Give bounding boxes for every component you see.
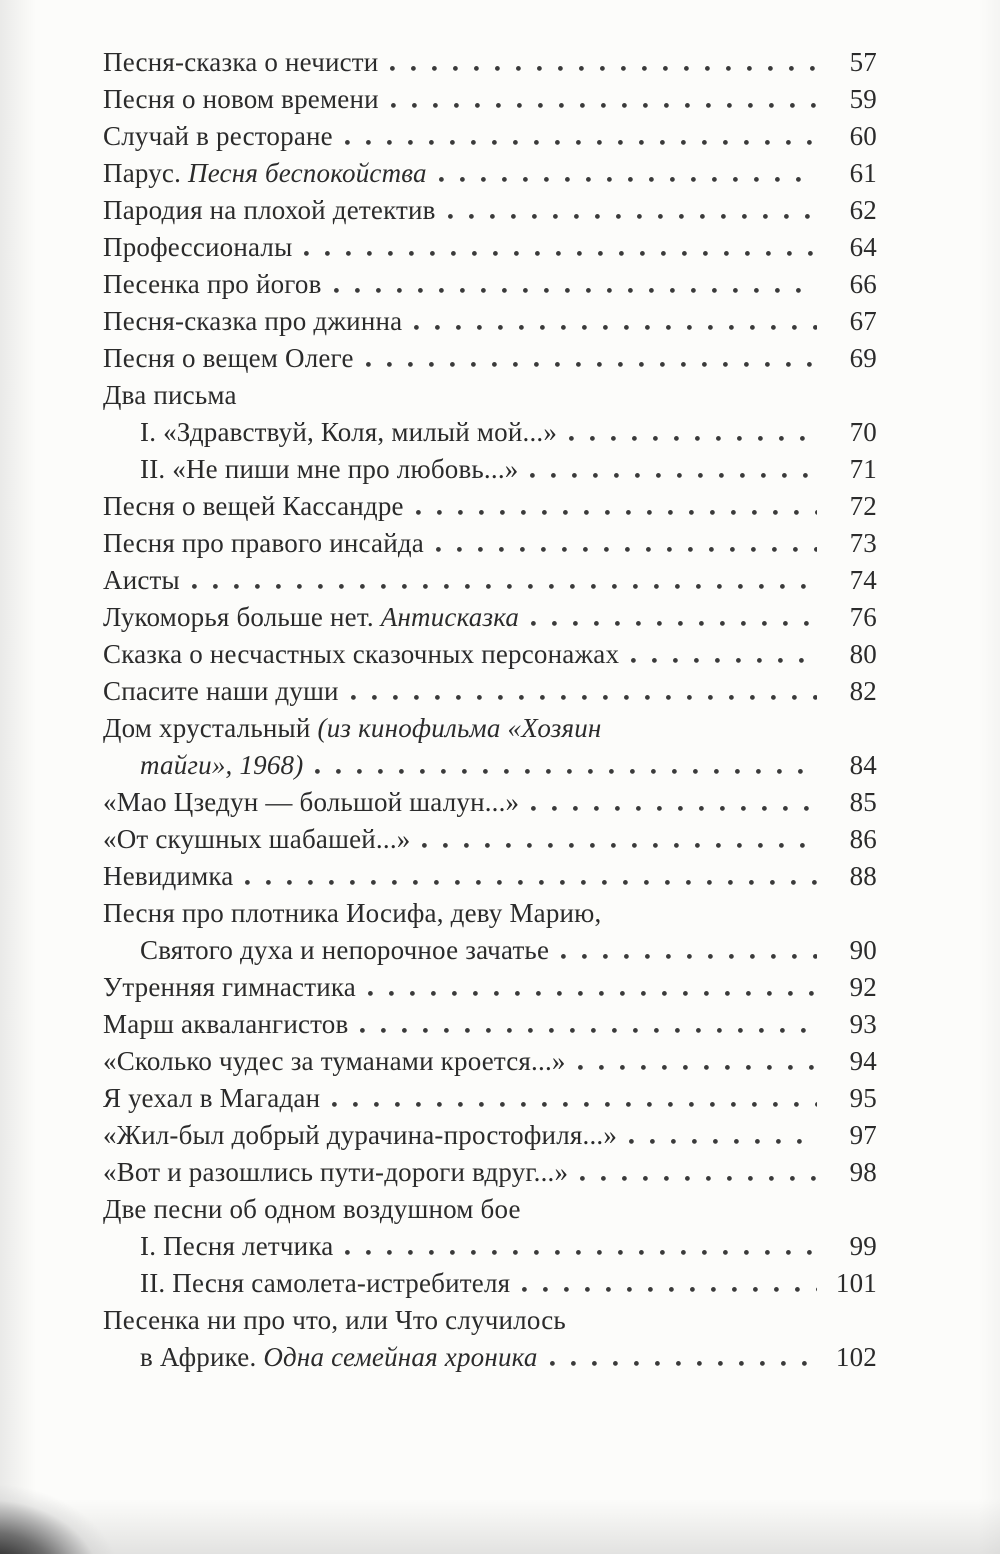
- dot-leader: [439, 177, 817, 182]
- dot-leader: [245, 880, 817, 885]
- entry-title: [103, 895, 602, 932]
- toc-line: [103, 969, 877, 1006]
- entry-title-segment: Две песни об одном воздушном бое: [103, 1194, 521, 1224]
- entry-page-number: 73: [849, 528, 877, 558]
- entry-title-segment: Дом хрустальный: [103, 713, 318, 743]
- dot-leader: [360, 1028, 817, 1033]
- dot-leader: [366, 362, 817, 367]
- toc-line: [103, 784, 877, 821]
- entry-title: [103, 858, 233, 895]
- entry-page-number: 90: [849, 935, 877, 965]
- toc-line: [103, 599, 877, 636]
- entry-title: [103, 1302, 566, 1339]
- entry-title-segment: «Жил-был добрый дурачина-простофиля...»: [103, 1120, 618, 1150]
- toc-line: [103, 525, 877, 562]
- dot-leader: [332, 1102, 817, 1107]
- toc-line: [103, 1191, 877, 1228]
- entry-title: [103, 377, 237, 414]
- entry-title: [103, 44, 378, 81]
- entry-page-number: 95: [849, 1083, 877, 1113]
- entry-page-number: 72: [849, 491, 877, 521]
- dot-leader: [522, 1287, 817, 1292]
- toc-line: [103, 1080, 877, 1117]
- entry-page-number: 66: [849, 269, 877, 299]
- entry-title: [103, 525, 424, 562]
- entry-title-segment: Два письма: [103, 380, 237, 410]
- dot-leader: [390, 66, 817, 71]
- entry-title: [140, 451, 518, 488]
- entry-title-segment: «Сколько чудес за туманами кроется...»: [103, 1046, 566, 1076]
- entry-page-number: 86: [849, 824, 877, 854]
- dot-leader: [414, 325, 817, 330]
- entry-title-segment: Сказка о несчастных сказочных персонажах: [103, 639, 620, 669]
- toc-line: [103, 118, 877, 155]
- dot-leader: [550, 1361, 817, 1366]
- toc-line: [103, 44, 877, 81]
- entry-title-segment: Песня про правого инсайда: [103, 528, 424, 558]
- dot-leader: [345, 140, 817, 145]
- entry-title-segment: Песня-сказка про джинна: [103, 306, 403, 336]
- dot-leader: [580, 1176, 817, 1181]
- toc-line: [103, 747, 877, 784]
- entry-title: [103, 155, 427, 192]
- entry-title: [103, 710, 602, 747]
- entry-page-number: 57: [849, 47, 877, 77]
- entry-page-number: 88: [849, 861, 877, 891]
- entry-title: [103, 266, 322, 303]
- entry-title: [103, 1080, 320, 1117]
- toc-line: [103, 451, 877, 488]
- entry-title: [103, 1154, 568, 1191]
- entry-page-number: 59: [849, 84, 877, 114]
- toc-line: [103, 414, 877, 451]
- toc-line: [103, 229, 877, 266]
- table-of-contents: [103, 44, 877, 1376]
- entry-title: [103, 192, 436, 229]
- entry-title-segment: Спасите наши души: [103, 676, 339, 706]
- toc-line: [103, 1117, 877, 1154]
- entry-title-segment: Марш аквалангистов: [103, 1009, 349, 1039]
- entry-title-italic-segment: (из кинофильма «Хозяин: [317, 713, 602, 743]
- entry-title: [103, 340, 354, 377]
- toc-line: [103, 1154, 877, 1191]
- entry-page-number: 80: [849, 639, 877, 669]
- entry-title: [103, 821, 410, 858]
- entry-title-segment: Лукоморья больше нет.: [103, 602, 381, 632]
- entry-page-number: 70: [849, 417, 877, 447]
- toc-line: [103, 858, 877, 895]
- entry-page-number: 61: [849, 158, 877, 188]
- toc-line: [103, 488, 877, 525]
- toc-line: [103, 192, 877, 229]
- entry-page-number: 102: [835, 1342, 877, 1372]
- toc-line: [103, 562, 877, 599]
- entry-title-segment: в Африке.: [140, 1342, 264, 1372]
- dot-leader: [530, 473, 817, 478]
- entry-title: [103, 303, 402, 340]
- dot-leader: [448, 214, 817, 219]
- entry-title-segment: Случай в ресторане: [103, 121, 333, 151]
- entry-title: [103, 1006, 348, 1043]
- toc-line: [103, 895, 877, 932]
- entry-title-segment: Песня о новом времени: [103, 84, 379, 114]
- entry-title-segment: Песенка про йогов: [103, 269, 322, 299]
- entry-page-number: 74: [849, 565, 877, 595]
- entry-title-italic-segment: тайги», 1968): [140, 750, 304, 780]
- dot-leader: [315, 769, 817, 774]
- entry-title: [140, 747, 303, 784]
- entry-page-number: 93: [849, 1009, 877, 1039]
- entry-page-number: 60: [849, 121, 877, 151]
- entry-title-italic-segment: Антисказка: [380, 602, 520, 632]
- entry-title-segment: Невидимка: [103, 861, 234, 891]
- entry-title: [103, 1117, 617, 1154]
- dot-leader: [304, 251, 817, 256]
- entry-title: [103, 969, 356, 1006]
- entry-page-number: 92: [849, 972, 877, 1002]
- dot-leader: [422, 843, 817, 848]
- toc-line: [103, 1043, 877, 1080]
- entry-title-segment: Святого духа и непорочное зачатье: [140, 935, 550, 965]
- entry-title-segment: Песня о вещей Кассандре: [103, 491, 404, 521]
- entry-title: [103, 488, 404, 525]
- entry-title: [103, 81, 379, 118]
- dot-leader: [368, 991, 817, 996]
- entry-page-number: 97: [849, 1120, 877, 1150]
- toc-line: [103, 81, 877, 118]
- entry-title-segment: Профессионалы: [103, 232, 293, 262]
- entry-title-segment: Песня о вещем Олеге: [103, 343, 354, 373]
- entry-title-segment: Парус.: [103, 158, 189, 188]
- entry-title-segment: Утренняя гимнастика: [103, 972, 356, 1002]
- entry-title-segment: I. Песня летчика: [140, 1231, 334, 1261]
- dot-leader: [391, 103, 817, 108]
- entry-title: [103, 562, 180, 599]
- entry-title: [103, 118, 333, 155]
- dot-leader: [436, 547, 817, 552]
- entry-title: [140, 414, 557, 451]
- entry-page-number: 85: [849, 787, 877, 817]
- toc-line: [103, 636, 877, 673]
- toc-line: [103, 1302, 877, 1339]
- entry-page-number: 62: [849, 195, 877, 225]
- toc-line: [103, 821, 877, 858]
- entry-page-number: 64: [849, 232, 877, 262]
- toc-line: [103, 1265, 877, 1302]
- toc-line: [103, 1228, 877, 1265]
- dot-leader: [561, 954, 817, 959]
- dot-leader: [629, 1139, 817, 1144]
- entry-title-segment: I. «Здравствуй, Коля, милый мой...»: [140, 417, 558, 447]
- dot-leader: [578, 1065, 817, 1070]
- entry-title-segment: II. Песня самолета-истребителя: [140, 1268, 511, 1298]
- entry-page-number: 99: [849, 1231, 877, 1261]
- entry-title-segment: Песня про плотника Иосифа, деву Марию,: [103, 898, 602, 928]
- toc-line: [103, 155, 877, 192]
- entry-title: [103, 599, 519, 636]
- entry-title: [103, 673, 339, 710]
- entry-title: [103, 229, 292, 266]
- toc-line: [103, 1339, 877, 1376]
- toc-line: [103, 303, 877, 340]
- entry-page-number: 71: [849, 454, 877, 484]
- dot-leader: [192, 584, 817, 589]
- entry-title: [103, 784, 519, 821]
- toc-line: [103, 1006, 877, 1043]
- entry-title-segment: II. «Не пиши мне про любовь...»: [140, 454, 519, 484]
- entry-title-italic-segment: Песня беспокойства: [188, 158, 427, 188]
- entry-title: [140, 932, 549, 969]
- toc-line: [103, 673, 877, 710]
- entry-title: [140, 1265, 510, 1302]
- entry-title: [140, 1339, 538, 1376]
- entry-page-number: 76: [849, 602, 877, 632]
- entry-title-segment: «Мао Цзедун — большой шалун...»: [103, 787, 520, 817]
- entry-page-number: 101: [835, 1268, 877, 1298]
- entry-title-italic-segment: Одна семейная хроника: [263, 1342, 538, 1372]
- entry-page-number: 82: [849, 676, 877, 706]
- dot-leader: [351, 695, 817, 700]
- entry-page-number: 94: [849, 1046, 877, 1076]
- entry-title-segment: Песня-сказка о нечисти: [103, 47, 379, 77]
- dot-leader: [531, 621, 817, 626]
- toc-line: [103, 377, 877, 414]
- toc-line: [103, 932, 877, 969]
- entry-title-segment: Я уехал в Магадан: [103, 1083, 321, 1113]
- entry-title: [103, 1191, 521, 1228]
- entry-title-segment: «От скушных шабашей...»: [103, 824, 411, 854]
- entry-page-number: 84: [849, 750, 877, 780]
- toc-line: [103, 710, 877, 747]
- entry-title: [103, 636, 619, 673]
- entry-page-number: 67: [849, 306, 877, 336]
- entry-title: [140, 1228, 333, 1265]
- entry-title-segment: Пародия на плохой детектив: [103, 195, 436, 225]
- toc-line: [103, 340, 877, 377]
- dot-leader: [345, 1250, 817, 1255]
- entry-page-number: 98: [849, 1157, 877, 1187]
- dot-leader: [531, 806, 817, 811]
- dot-leader: [416, 510, 817, 515]
- entry-title-segment: Песенка ни про что, или Что случилось: [103, 1305, 566, 1335]
- dot-leader: [569, 436, 817, 441]
- entry-page-number: 69: [849, 343, 877, 373]
- entry-title: [103, 1043, 566, 1080]
- toc-line: [103, 266, 877, 303]
- entry-title-segment: «Вот и разошлись пути-дороги вдруг...»: [103, 1157, 569, 1187]
- dot-leader: [631, 658, 817, 663]
- entry-title-segment: Аисты: [103, 565, 180, 595]
- dot-leader: [334, 288, 817, 293]
